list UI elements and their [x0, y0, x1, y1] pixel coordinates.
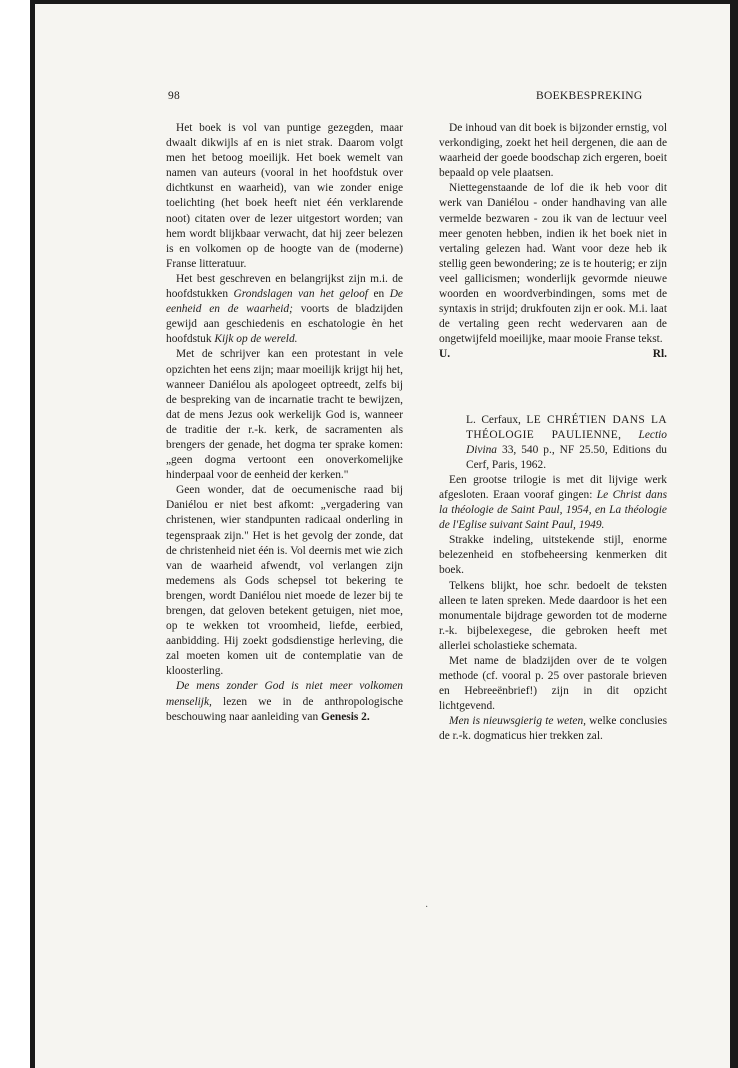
review-signature [439, 347, 667, 362]
paragraph [166, 272, 403, 347]
stray-dot: · [425, 902, 429, 913]
book-citation [466, 413, 667, 473]
book-title: LE CHRÉTIEN DANS LA THÉOLOGIE PAULIENNE, [466, 413, 667, 441]
paragraph [439, 714, 667, 744]
text-run: Een grootse trilogie is met dit lijvige werk afgesloten. Eraan vooraf gingen: [439, 473, 667, 501]
paragraph: Met de schrijver kan een protestant in vele opzichten het eens zijn; maar moeilijk krijgt hij het, wanneer Daniélou als apologeet optreedt, zelfs bij de bespreking van de incarnatie tracht te bewijzen, dat de mens Jezus ook werkelijk God is, wanneer de traditie der r.-k. kerk, de sacramenten als brengers der genade, het dogma ter sprake komen: „geen dogma vertoont een onoverkomelijke hinderpaal voor de eenheid der kerken." [166, 348, 403, 482]
left-column [166, 121, 403, 725]
bold-reference: Genesis 2. [321, 710, 370, 723]
text-run: Het best geschreven en belangrijkst zijn m.i. de hoofdstukken [166, 272, 403, 301]
scan-border-left [30, 0, 35, 1068]
italic-quote: De mens zonder God is niet meer volkomen menselijk, [166, 680, 403, 708]
text-run: welke conclusies de r.-k. dogmaticus hier trekken zal. [439, 715, 668, 743]
text-run: voorts de bladzijden gewijd aan geschiedenis en eschatologie èn het hoofdstuk [166, 303, 403, 346]
book-details: 33, 540 p., NF 25.50, Editions du Cerf, Paris, 1962. [466, 443, 667, 471]
paragraph: Met name de bladzijden over de te volgen methode (cf. vooral p. 25 over pastorale brieven en Hebreeënbrief!) zijn in dit opzicht lichtgevend. [439, 655, 667, 713]
paragraph: Niettegenstaande de lof die ik heb voor dit werk van Daniélou - onder handhaving van alle vermelde bezwaren - zou ik van de lectuur veel meer genoten hebben, indien ik het boek niet in vertaling gelezen had. Want voor deze heb ik stellig geen bewondering; ze is te houterig; er zijn veel gallicismen; wonderlijk gevormde nieuwe woorden en woordverbindingen, soms met de syntaxis in strijd; drukfouten zijn er ook. M.i. laat de vertaling geen recht wedervaren aan de ongetwijfeld moeilijke, maar mooie Franse tekst. [439, 182, 667, 346]
text-run: en [367, 288, 390, 301]
paragraph [166, 679, 403, 724]
italic-title: Kijk op de wereld. [214, 333, 298, 346]
book-series: Lectio Divina [466, 428, 667, 456]
text-run: lezen we in de anthropologische beschouwing naar aanleiding van [166, 695, 403, 723]
book-author: L. Cerfaux, [466, 413, 527, 426]
paragraph: Strakke indeling, uitstekende stijl, enorme belezenheid en stofbeheersing kenmerken dit boek. [439, 534, 667, 577]
signature-initial: U. [439, 348, 451, 361]
signature-author: Rl. [652, 348, 667, 361]
right-column [439, 121, 667, 745]
running-head: BOEKBESPREKING [536, 90, 643, 102]
paragraph: Het boek is vol van puntige gezegden, maar dwaalt dikwijls af en is niet strak. Daarom volgt men het betoog moeilijk. Het boek wemelt van namen van auteurs (vooral in het hoofdstuk over dichtkunst en waarheid), van wie zonder enige toelichting (het boek heeft niet één verklarende noot) citaten over de lezer uitgestort worden; van hem wordt blijkbaar verwacht, dat hij zeer belezen is en volkomen op de hoogte van de (moderne) Franse litteratuur. [166, 122, 403, 270]
scan-border-right [730, 0, 738, 1068]
book-heading [466, 413, 667, 473]
italic-title: Grondslagen van het geloof [233, 288, 368, 301]
italic-title: De eenheid en de waarheid; [166, 288, 403, 316]
italic-title: Le Christ dans la théologie de Saint Paul, 1954, en La théologie de l'Eglise suivant Saint Paul, 1949. [439, 488, 668, 532]
paragraph [439, 473, 667, 533]
italic-quote: Men is nieuwsgierig te weten, [449, 715, 587, 728]
paragraph: De inhoud van dit boek is bijzonder ernstig, vol verkondiging, zoekt het heil dergenen, die aan de waarheid der goede boodschap zich ergeren, boeit bepaald op vele plaatsen. [439, 122, 667, 180]
scan-border-top [30, 0, 738, 4]
paragraph: Geen wonder, dat de oecumenische raad bij Daniélou er niet best afkomt: „vergadering van christenen, wier standpunten radicaal onderling in tegenspraak zijn." Het is het gevolg der zonde, dat de christenheid niet één is. Vol deernis met wie zich van de waarheid afwendt, vol verlangen zijn medemens als Gods schepsel tot bekering te brengen, wordt Daniélou niet moede de lezer bij te brengen, dat geloven betekent getuigen, niet moe, op te wekken tot vroomheid, liefde, eerbied, aanbidding. Hij zoekt godsdienstige herleving, die zal moeten komen uit de contemplatie van de kloosterling. [166, 484, 403, 678]
page-number: 98 [168, 90, 181, 102]
paragraph: Telkens blijkt, hoe schr. bedoelt de teksten alleen te laten spreken. Mede daardoor is het een monumentale bijdrage geworden tot de moderne r.-k. bijbelexegese, die gebroken heeft met allerlei scholastieke schemata. [439, 579, 667, 652]
